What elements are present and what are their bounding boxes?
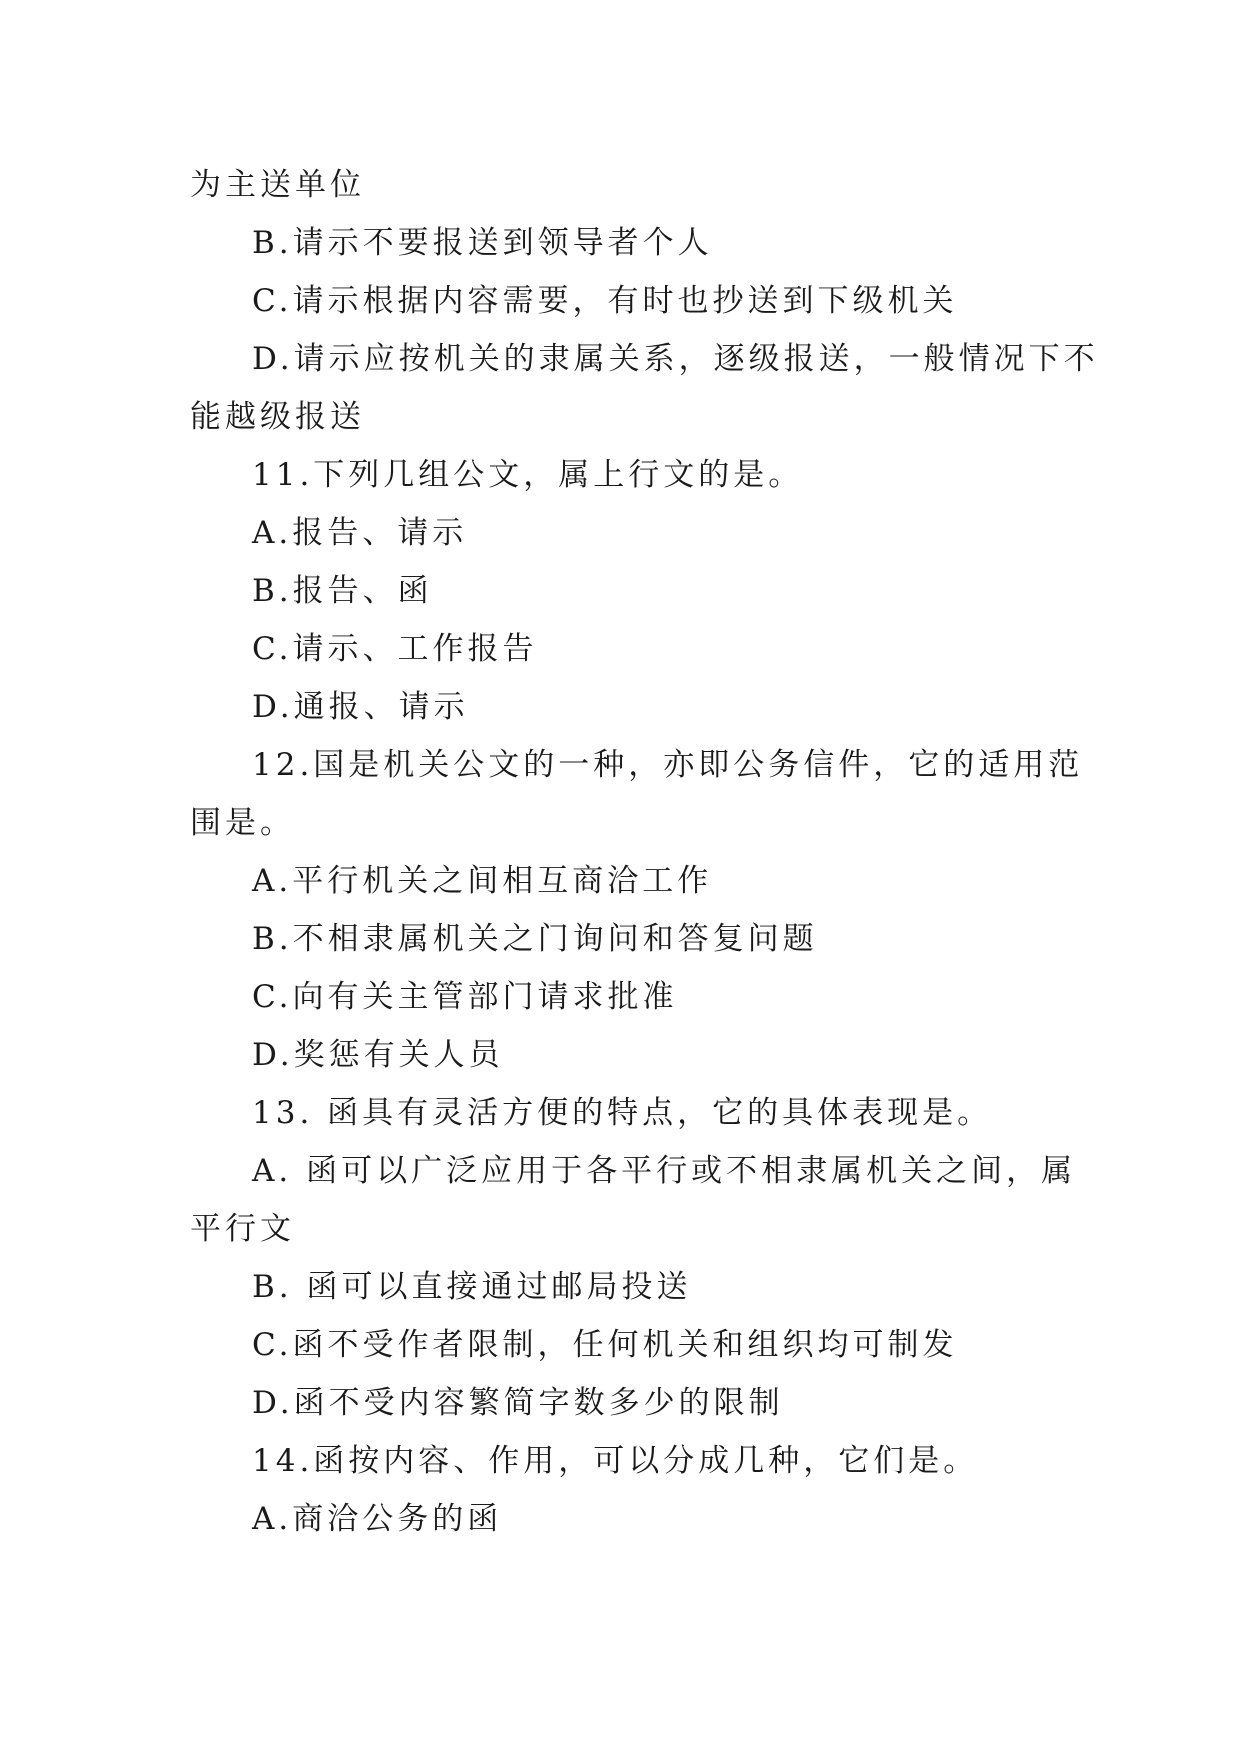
option-b: B.请示不要报送到领导者个人: [252, 225, 713, 261]
option-b: B.报告、函: [252, 573, 433, 609]
question-11: 11.下列几组公文，属上行文的是。: [252, 457, 804, 493]
option-a: A.报告、请示: [252, 515, 468, 551]
option-c: C.请示、工作报告: [252, 631, 538, 667]
text-line-continuation: 平行文: [190, 1211, 295, 1247]
option-d: D.请示应按机关的隶属关系，逐级报送，一般情况下不: [252, 341, 1099, 377]
option-d: D.奖惩有关人员: [252, 1037, 504, 1073]
option-b: B. 函可以直接通过邮局投送: [252, 1269, 692, 1305]
question-13: 13. 函具有灵活方便的特点，它的具体表现是。: [252, 1095, 993, 1131]
text-line-continuation: 围是。: [190, 805, 295, 841]
question-12: 12.国是机关公文的一种，亦即公务信件，它的适用范: [252, 747, 1084, 783]
option-a: A.平行机关之间相互商洽工作: [252, 863, 713, 899]
option-c: C.函不受作者限制，任何机关和组织均可制发: [252, 1327, 958, 1363]
option-a: A.商洽公务的函: [252, 1501, 503, 1537]
option-d: D.函不受内容繁简字数多少的限制: [252, 1385, 784, 1421]
option-c: C.请示根据内容需要，有时也抄送到下级机关: [252, 283, 958, 319]
option-c: C.向有关主管部门请求批准: [252, 979, 678, 1015]
text-line-continuation: 为主送单位: [190, 167, 365, 203]
option-d: D.通报、请示: [252, 689, 469, 725]
option-b: B.不相隶属机关之门询问和答复问题: [252, 921, 818, 957]
question-14: 14.函按内容、作用，可以分成几种，它们是。: [252, 1443, 979, 1479]
text-line-continuation: 能越级报送: [190, 399, 365, 435]
option-a: A. 函可以广泛应用于各平行或不相隶属机关之间，属: [252, 1153, 1077, 1189]
